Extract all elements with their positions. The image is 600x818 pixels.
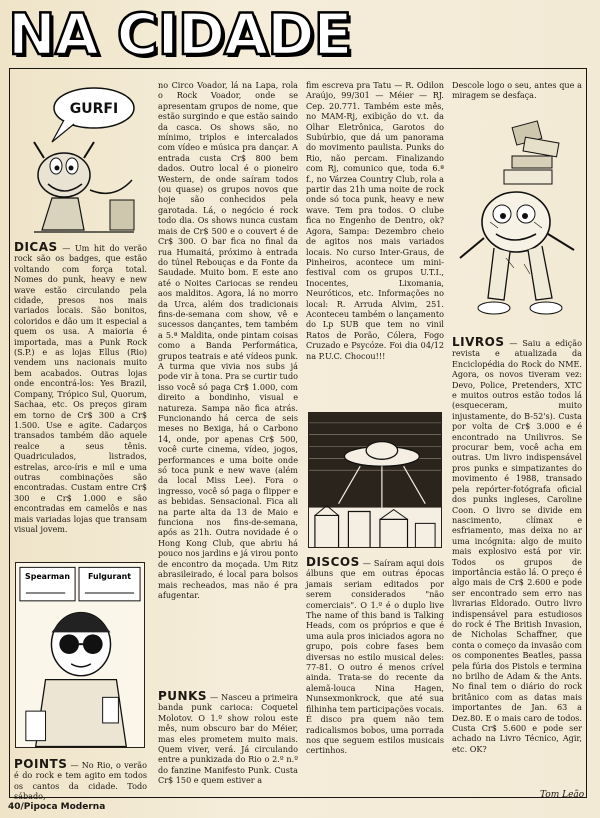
column-2-text <box>158 80 298 685</box>
column-3-body: fim escreva pra Tatu — R. Odilon Araújo, 99/301 — Méier — RJ. Cep. 20.771. Também este mês, no MAM-Rj, exibição do v.t. da Olhar Eletrônica, Garotos do Subúrbio, que dá um panorama do movimento paulista. Punks do Rio, não percam. Finalizando com Rj, comunico que, toda 6.ª f., no Várzea Country Club, rola a partir das 21h uma noite de rock onde só toca punk, heavy e new wave. Tem pra todos. O clube fica no Engenho de Dentro, ok? Agora, Sampa: Dezembro cheio de agitos nos mais variados locais. No curso Inter-Graus, de Pinheiros, acontece um mini-festival com os grupos U.T.I., Inocentes, Lixomania, Neuróticos, etc. Informações no local: R. Arruda Alvim, 251. Aconteceu também o lançamento do Lp SUB que tem no vinil Ratos de Porão, Cólera, Fogo Cruzado e Psycóze. Foi dia 04/12 na P.U.C. Chocou!!! <box>306 80 444 361</box>
comic-illustration <box>15 562 145 748</box>
livros-heading: LIVROS <box>452 335 505 349</box>
author-signature: Tom Leão <box>540 790 585 800</box>
gurfi-illustration <box>14 80 148 240</box>
comic-left-title: Spearman <box>25 572 70 582</box>
discos-section <box>306 556 444 792</box>
points-body: — No Rio, o verão é do rock e tem agito em todos os cantos da cidade. Todo sábado, <box>14 760 147 802</box>
dicas-body: — Um hit do verão rock são os badges, que estão voltando com força total. Nomes do punk, heavy e new wave estão circulando pela cidade, presos nos mais variados locais. São bonitos, coloridos e dão um it especial a quem os usa. A maioria é importada, mas a Punk Rock (S.P.) e as lojas Ellus (Rio) vendem uns nacionais muito bem acabados. Outras lojas onde encontrá-los: Yes Brazil, Company, Trópico Sul, Quorum, Sachaa, etc. Os preços giram em torno de Cr$ 300 a Cr$ 1.500. Use e agite. Cadarços transados também dão aquele realce a seus tênis. Quadriculados, listrados, estrelas, arco-íris e mil e uma outras combinações são encontradas. Custam entre Cr$ 300 e Cr$ 1.000 e são encontradas em camelôs e nas mais variadas lojas que transam visual jovem. <box>14 243 147 534</box>
column-4-intro-text: Descole logo o seu, antes que a miragem se desfaça. <box>452 80 582 101</box>
punks-section <box>158 690 298 790</box>
reader-creature-illustration <box>454 118 582 326</box>
discos-body: — Saíram aqui dois álbuns que em outras épocas jamais seriam editados por serem considerados "não comerciais". O 1.º é o duplo live The name of this band is Talking Heads, com os próprios e que é uma aula pros iniciados agora no grupo, pois cobre fases bem diversas no estilo musical deles: 77-81. O outro é menos crível ainda. Trata-se do recente da alemã-louca Nina Hagen, Nunsexmonkrock, que até sua filhinha tem participações vocais. É disco pra quem não tem radicalismos bobos, uma porrada nos que seguem estilos musicais certinhos. <box>306 558 444 756</box>
discos-heading: DISCOS <box>306 555 360 569</box>
gurfi-drawing <box>14 80 148 240</box>
points-heading: POINTS <box>14 757 68 771</box>
punks-heading: PUNKS <box>158 689 208 703</box>
dicas-heading: DICAS <box>14 240 58 254</box>
ufo-drawing <box>309 413 441 547</box>
column-4-intro <box>452 80 582 112</box>
page-footer <box>8 800 592 816</box>
ufo-illustration <box>308 412 442 548</box>
footer-page-label: 40/Pipoca Moderna <box>8 802 106 812</box>
column-1-text <box>14 241 147 541</box>
points-text <box>14 757 147 802</box>
column-2-body: no Circo Voador, lá na Lapa, rola o Rock Voador, onde se apresentam grupos de nome, que estão surgindo e que estão saindo da casca. Os shows são, no mínimo, triplos e intercalados com vídeo e música pra dançar. A entrada custa Cr$ 800 bem dados. Outro local é o pioneiro Western, de onde saíram todos (ou quase) os grupos novos que hoje são conhecidos pela garotada. Lá, o negócio é rock todo dia. Os shows nunca custam mais de Cr$ 500 e o couvert é de Cr$ 300. O bar fica no final da rua Humaitá, próximo à entrada do túnel Rebouças e da Fonte da Saudade. Muito bom. E este ano até o Noites Cariocas se rendeu aos malditos. Agora, lá no morro da Urca, além dos tradicionais fins-de-semana com show, vê e sucessos dançantes, tem também a 5.ª Maldita, onde pintam coisas como a Banda Performática, grupos teatrais e até vídeos punk. A turma que vivia nos subs já pode vir à tona. Pra se curtir tudo isso você só paga Cr$ 1.000, com direito a bondinho, visual e natureza. Sampa não fica atrás. Funcionando há cerca de seis meses no Bexiga, há o Carbono 14, onde, por apenas Cr$ 500, você curte cinema, vídeo, jogos, performances e uma boite onde só toca punk e new wave (além da local Miss Lee). Fora o ingresso, você só paga o flipper e as bebidas. Sensacional. Fica ali na parte alta da 13 de Maio e funciona nos fins-de-semana, após as 21h. Outra novidade é o Hong Kong Club, que abriu há pouco nos jardins e já virou ponto de encontro da moçada. Um Ritz abrasileirado, é local para bolsos mais recheados, mas não é pra afugentar. <box>158 80 298 600</box>
comic-drawing <box>16 563 144 747</box>
reader-creature-drawing <box>454 118 582 326</box>
speech-balloon-text: GURFI <box>69 101 119 117</box>
livros-section <box>452 336 582 776</box>
punks-body: — Nasceu a primeira banda punk carioca: Coquetel Molotov. O 1.º show rolou este mês, num obscuro bar do Méier, mas eles prometem muito mais. Quem viver, verá. Já circulando entre a punkizada do Rio o 2.º n.º do fanzine Manifesto Punk. Custa Cr$ 150 e quem estiver a <box>158 692 298 786</box>
comic-right-title: Fulgurant <box>88 572 132 582</box>
headline: NA CIDADE <box>8 2 352 68</box>
livros-body: — Saiu a edição revista e atualizada da Enciclopédia do Rock do NME. Agora, os novos tiveram vez: Devo, Police, Pretenders, XTC e muitos outros estão todos lá (esqueceram, muito injustamente, do B-52's). Custa por volta de Cr$ 3.000 e é encontrado na Unilivros. Se procurar bem, você acha em outras. Um livro indispensável pros punks e simpatizantes do movimento é 1988, transado pela repórter-fotógrafa oficial dos punks ingleses, Caroline Coon. O livro se divide em nascimento, clímax e esfriamento, mas deixa no ar uma incógnita: algo de muito mais explosivo está por vir. Todos os grupos de importância estão lá. O preço é algo mais de Cr$ 2.600 e pode ser encontrado sem erro nas livrarias Eldorado. Outro livro indispensável para estudiosos do rock é The British Invasion, de Nicholas Schaffner, que conta o começo da invasão com os componentes Beatles, passa pela fúria dos Pistols e termina no brilho de Adam & the Ants. No final tem o diário do rock britânico com as datas mais importantes de Jan. 63 a Dez.80. E o mais caro de todos. Custa Cr$ 5.600 e pode ser achado na Livro Técnico, Agir, etc. OK? <box>452 338 582 754</box>
column-3-text <box>306 80 444 408</box>
